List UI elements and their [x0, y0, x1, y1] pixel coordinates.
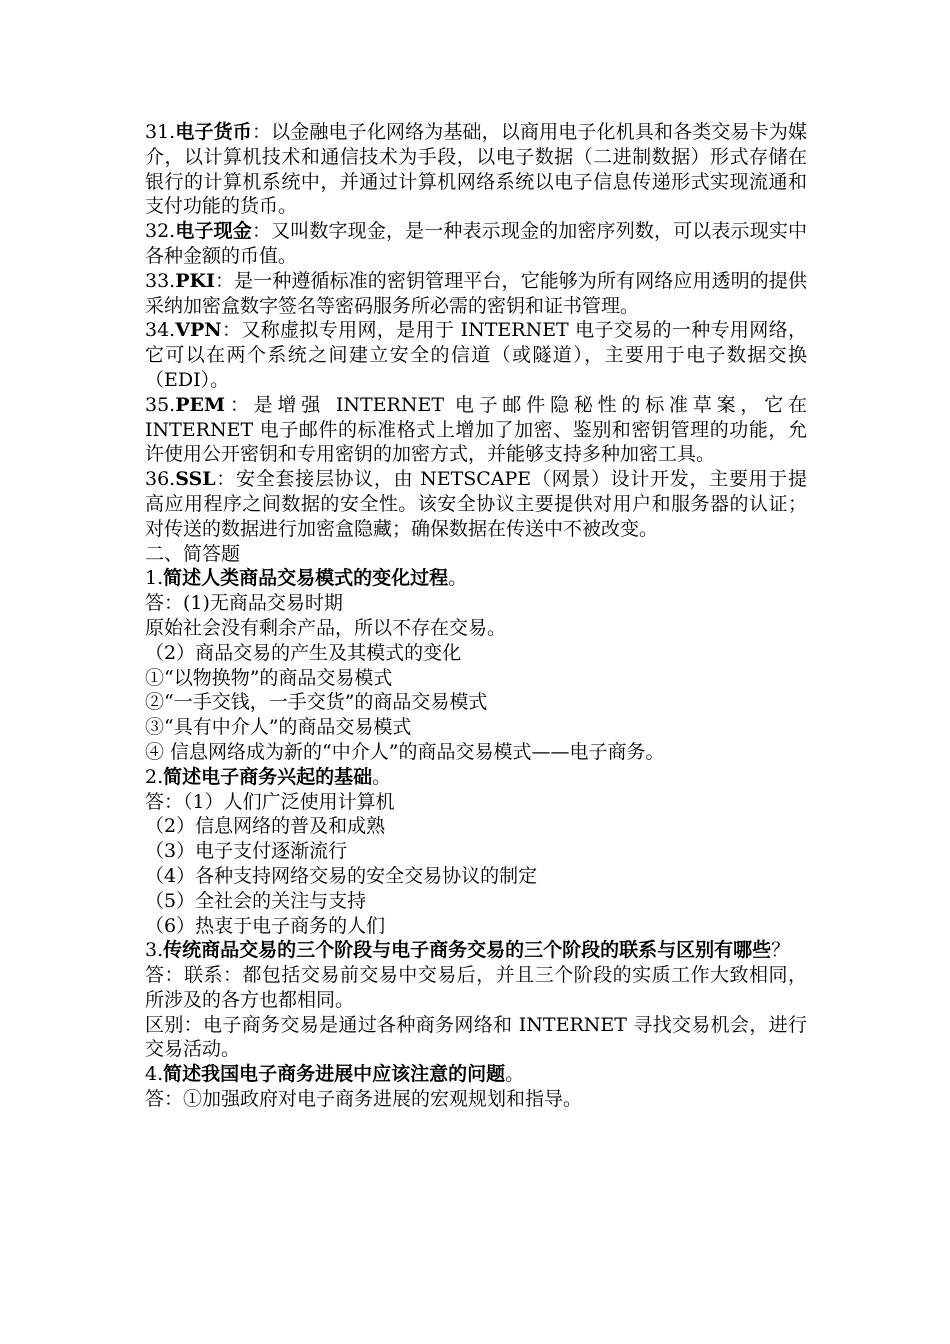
answer-line: ④ 信息网络成为新的“中介人”的商品交易模式——电子商务。	[145, 740, 665, 763]
answer-line: （2）商品交易的产生及其模式的变化	[145, 641, 462, 664]
answer-line: （6）热衷于电子商务的人们	[145, 914, 386, 937]
answer-line: ②“一手交钱，一手交货”的商品交易模式	[145, 691, 488, 714]
term-definition: ：安全套接层协议，由 NETSCAPE（网景）设计开发，主要用于提高应用程序之间数据的安全性。该安全协议主要提供对用户和服务器的认证；对传送的数据进行加密盒隐藏；确保数据在传送中不被改变。	[145, 468, 807, 540]
term-35	[145, 393, 807, 467]
term-number: 31.	[145, 121, 176, 143]
question-end: 。	[505, 1063, 525, 1086]
term-definition: ：又称虚拟专用网，是用于 INTERNET 电子交易的一种专用网络，它可以在两个系统之间建立安全的信道（或隧道），主要用于电子数据交换（EDI）。	[145, 319, 807, 391]
term-34	[145, 318, 807, 392]
term-definition: ：是增强 INTERNET 电子邮件隐秘性的标准草案，它在 INTERNET 电子邮件的标准格式上增加了加密、鉴别和密钥管理的功能，允许使用公开密钥和专用密钥的加密方式，并能够支持多种加密工具。	[145, 393, 807, 466]
term-name: PEM	[175, 393, 226, 416]
term-number: 36.	[145, 468, 176, 491]
question-1	[145, 566, 807, 591]
question-text: 简述电子商务兴起的基础	[163, 765, 373, 788]
question-number: 2.	[145, 765, 164, 788]
term-36	[145, 467, 807, 541]
term-name: PKI	[175, 269, 215, 292]
question-text: 简述我国电子商务进展中应该注意的问题	[163, 1063, 506, 1086]
term-number: 35.	[145, 393, 176, 416]
term-number: 33.	[145, 269, 176, 292]
answer-line: （3）电子支付逐渐流行	[145, 840, 348, 863]
answer-line: （4）各种支持网络交易的安全交易协议的制定	[145, 864, 538, 887]
section-heading: 二、简答题	[145, 542, 241, 565]
answer-line: （5）全社会的关注与支持	[145, 889, 367, 912]
term-name: 电子现金	[175, 220, 252, 243]
question-number: 3.	[145, 939, 164, 962]
question-3	[145, 938, 807, 963]
question-text: 传统商品交易的三个阶段与电子商务交易的三个阶段的联系与区别有哪些	[163, 939, 772, 962]
term-name: VPN	[175, 319, 222, 342]
answer-line: 答：联系：都包括交易前交易中交易后，并且三个阶段的实质工作大致相同，所涉及的各方也都相同。	[145, 964, 807, 1011]
answer-line: 区别：电子商务交易是通过各种商务网络和 INTERNET 寻找交易机会，进行交易活动。	[145, 1013, 807, 1061]
question-end: ？	[771, 939, 791, 962]
term-name: 电子货币	[175, 121, 252, 143]
question-4	[145, 1062, 807, 1087]
question-end: 。	[372, 765, 392, 788]
answer-line: 原始社会没有剩余产品，所以不存在交易。	[145, 616, 507, 639]
term-number: 32.	[145, 220, 176, 243]
question-2	[145, 765, 807, 790]
term-definition: ：又叫数字现金，是一种表示现金的加密序列数，可以表示现实中各种金额的币值。	[145, 220, 807, 267]
answer-line: （2）信息网络的普及和成熟	[145, 815, 386, 838]
answer-line: ①“以物换物”的商品交易模式	[145, 666, 393, 689]
question-number: 4.	[145, 1063, 164, 1086]
answer-line: 答：①加强政府对电子商务进展的宏观规划和指导。	[145, 1088, 583, 1111]
question-text: 简述人类商品交易模式的变化过程	[163, 567, 449, 590]
answer-line: 答：（1）人们广泛使用计算机	[145, 790, 395, 813]
term-definition: ：是一种遵循标准的密钥管理平台，它能够为所有网络应用透明的提供采纳加密盒数字签名等密码服务所必需的密钥和证书管理。	[145, 269, 807, 317]
answer-line: ③“具有中介人”的商品交易模式	[145, 716, 412, 739]
question-number: 1.	[145, 567, 164, 590]
term-33	[145, 269, 807, 319]
term-31	[145, 120, 807, 219]
term-32	[145, 219, 807, 269]
question-end: 。	[448, 567, 468, 590]
term-definition: ：以金融电子化网络为基础，以商用电子化机具和各类交易卡为媒介，以计算机技术和通信技术为手段，以电子数据（二进制数据）形式存储在银行的计算机系统中，并通过计算机网络系统以电子信息传递形式实现流通和支付功能的货币。	[145, 121, 807, 218]
term-number: 34.	[145, 319, 176, 342]
term-name: SSL	[175, 468, 216, 491]
document-page	[145, 120, 807, 1112]
answer-line: 答：(1)无商品交易时期	[145, 592, 343, 615]
